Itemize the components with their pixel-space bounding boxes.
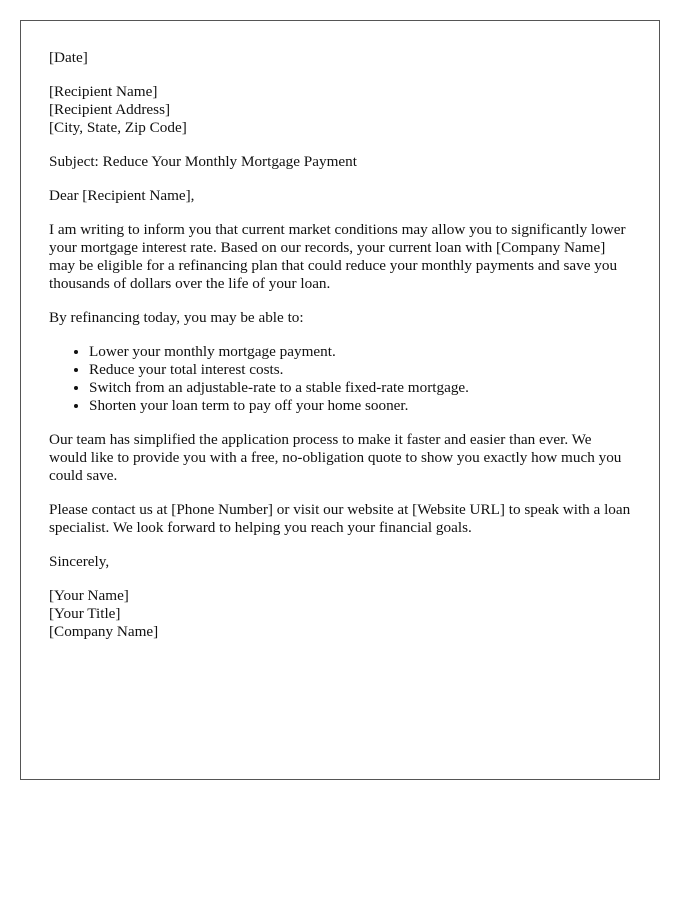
letter-page [20,20,660,780]
recipient-address: [Recipient Address] [49,101,171,118]
benefits-list [49,343,631,415]
recipient-name: [Recipient Name] [49,83,158,100]
subject-line: Subject: Reduce Your Monthly Mortgage Payment [49,153,357,170]
body-paragraph-intro: I am writing to inform you that current market conditions may allow you to significantly lower your mortgage interest rate. Based on our records, your current loan with [Company Name] may be eligible for a refinancing plan that could reduce your monthly payments and save you thousands of dollars over the life of your loan. [49,221,626,292]
sender-title: [Your Title] [49,605,121,622]
recipient-block [49,83,631,137]
body-paragraph-contact: Please contact us at [Phone Number] or visit our website at [Website URL] to speak with a loan specialist. We look forward to helping you reach your financial goals. [49,501,631,536]
sender-block [49,587,631,641]
benefits-intro: By refinancing today, you may be able to: [49,309,304,326]
date-line: [Date] [49,49,88,66]
list-item: • Switch from an adjustable-rate to a stable fixed-rate mortgage. [89,379,631,397]
sender-name: [Your Name] [49,587,129,604]
recipient-city-state-zip: [City, State, Zip Code] [49,119,187,136]
salutation: Dear [Recipient Name], [49,187,195,204]
closing: Sincerely, [49,553,110,570]
body-paragraph-process: Our team has simplified the application process to make it faster and easier than ever. We would like to provide you with a free, no-obligation quote to show you exactly how much you could save. [49,431,622,484]
list-item: • Reduce your total interest costs. [89,361,631,379]
sender-company: [Company Name] [49,623,159,640]
list-item: • Shorten your loan term to pay off your home sooner. [89,397,631,415]
list-item: • Lower your monthly mortgage payment. [89,343,631,361]
